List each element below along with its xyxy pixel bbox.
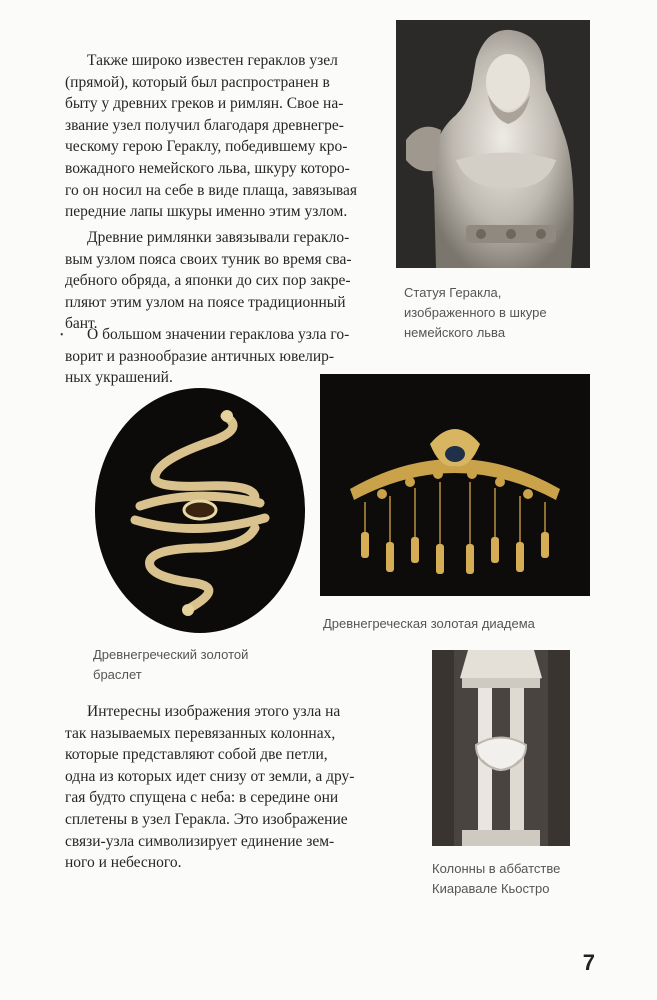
text-line: звание узел получил благодаря древнегре- bbox=[65, 116, 344, 134]
text-line: одна из которых идет снизу от земли, а дру- bbox=[65, 767, 355, 785]
text-line: связи-узла символизирует единение зем- bbox=[65, 832, 335, 850]
page-number: 7 bbox=[582, 950, 595, 975]
margin-mark: • bbox=[60, 330, 64, 341]
text-line: Также широко известен гераклов узел bbox=[87, 52, 338, 69]
text-line: ного и небесного. bbox=[65, 854, 182, 872]
bracelet-caption bbox=[93, 645, 248, 685]
caption-line: браслет bbox=[93, 667, 142, 682]
caption-line: Древнегреческая золотая диадема bbox=[323, 616, 535, 631]
gold-bracelet-photo bbox=[95, 388, 305, 633]
text-line: Интересны изображения этого узла на bbox=[87, 703, 341, 720]
text-line: сплетены в узел Геракла. Это изображение bbox=[65, 810, 348, 828]
caption-line: Статуя Геракла, bbox=[404, 285, 502, 300]
paragraph-heracles-knot bbox=[65, 50, 375, 223]
heracles-statue-photo bbox=[396, 20, 590, 268]
columns-caption bbox=[432, 859, 560, 899]
knotted-columns-photo bbox=[432, 650, 570, 846]
text-line: О большом значении гераклова узла го- bbox=[87, 326, 350, 343]
text-line: Древние римлянки завязывали геракло- bbox=[87, 229, 350, 246]
text-line: так называемых перевязанных колоннах, bbox=[65, 724, 336, 742]
text-line: ных украшений. bbox=[65, 369, 173, 387]
paragraph-knotted-columns bbox=[65, 701, 375, 874]
text-line: которые представляют собой две петли, bbox=[65, 746, 328, 764]
text-line: ворит и разнообразие античных ювелир- bbox=[65, 347, 335, 365]
text-line: дебного обряда, а японки до сих пор закре- bbox=[65, 272, 351, 290]
text-line: бант. bbox=[65, 315, 98, 333]
diadem-caption bbox=[323, 614, 535, 634]
caption-line: изображенного в шкуре bbox=[404, 305, 547, 320]
caption-line: немейского льва bbox=[404, 325, 506, 340]
text-line: ческому герою Гераклу, победившему кро- bbox=[65, 138, 348, 156]
gold-diadem-photo bbox=[320, 374, 590, 596]
text-line: гая будто спущена с неба: в середине они bbox=[65, 789, 339, 807]
paragraph-roman-women bbox=[65, 227, 375, 335]
text-line: (прямой), который был распространен в bbox=[65, 73, 330, 91]
statue-caption bbox=[404, 283, 547, 343]
text-line: вым узлом пояса своих туник во время сва- bbox=[65, 250, 352, 268]
text-line: быту у древних греков и римлян. Свое на- bbox=[65, 95, 344, 113]
text-line: передние лапы шкуры именно этим узлом. bbox=[65, 203, 348, 221]
text-line: пляют этим узлом на поясе традиционный bbox=[65, 293, 346, 311]
text-line: вожадного немейского льва, шкуру которо- bbox=[65, 159, 350, 177]
caption-line: Киаравале Кьостро bbox=[432, 881, 550, 896]
caption-line: Колонны в аббатстве bbox=[432, 861, 561, 876]
text-line: го он носил на себе в виде плаща, завязывая bbox=[65, 181, 357, 199]
caption-line: Древнегреческий золотой bbox=[93, 647, 249, 662]
